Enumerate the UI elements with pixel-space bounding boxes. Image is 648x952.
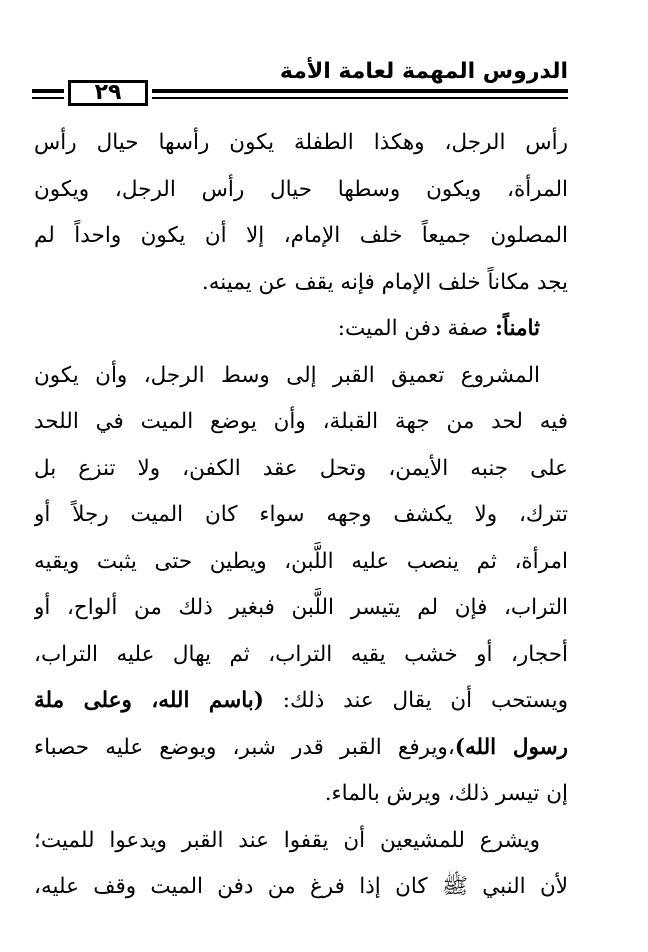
text-line: ويشرع للمشيعين أن يقفوا عند القبر ويدعوا للميت؛	[34, 827, 540, 853]
text-line: يجد مكاناً خلف الإمام فإنه يقف عن يمينه.	[201, 269, 568, 295]
text-line: التراب، فإن لم يتيسر اللَّبن فبغير ذلك من ألواح، أو	[34, 595, 568, 620]
section-heading-number: ثامناً:	[494, 316, 540, 341]
body-text	[34, 120, 568, 911]
text-line: المرأة، ويكون وسطها حيال رأس الرجل، ويكون	[34, 176, 568, 202]
header-rule-left	[32, 89, 64, 99]
text-line: إن تيسر ذلك، ويرش بالماء.	[324, 781, 568, 806]
text-line: على جنبه الأيمن، وتحل عقد الكفن، ولا تنزع بل	[34, 455, 568, 481]
header-rule-right	[152, 89, 568, 99]
text-line: فيه لحد من جهة القبلة، وأن يوضع الميت في اللحد	[34, 409, 568, 434]
book-title: الدروس المهمة لعامة الأمة	[279, 59, 568, 84]
section-heading-title: صفة دفن الميت:	[337, 316, 495, 341]
text-line: المصلون جميعاً خلف الإمام، إلا أن يكون واحداً لم	[34, 223, 568, 248]
text-line: لأن النبي ﷺ كان إذا فرغ من دفن الميت وقف عليه،	[34, 874, 568, 899]
text-run: ويستحب أن يقال عند ذلك:	[263, 688, 568, 713]
quoted-phrase: رسول الله)	[454, 734, 568, 760]
text-line	[34, 678, 568, 725]
text-run: ،ويرفع القبر قدر شبر، ويوضع عليه حصباء	[34, 734, 455, 760]
text-line: تترك، ولا يكشف وجهه سواء كان الميت رجلاً أو	[34, 502, 568, 527]
section-heading	[34, 306, 568, 353]
text-line: رأس الرجل، وهكذا الطفلة يكون رأسها حيال رأس	[34, 130, 568, 155]
text-line	[34, 725, 568, 772]
text-line: أحجار، أو خشب يقيه التراب، ثم يهال عليه التراب،	[34, 641, 568, 667]
page-header	[32, 58, 568, 108]
quoted-phrase: (باسم الله، وعلى ملة	[34, 688, 264, 713]
page-number: ٢٩	[68, 80, 148, 106]
text-line: امرأة، ثم ينصب عليه اللَّبن، ويطين حتى يثبت ويقيه	[34, 548, 568, 574]
text-line: المشروع تعميق القبر إلى وسط الرجل، وأن يكون	[34, 362, 540, 388]
